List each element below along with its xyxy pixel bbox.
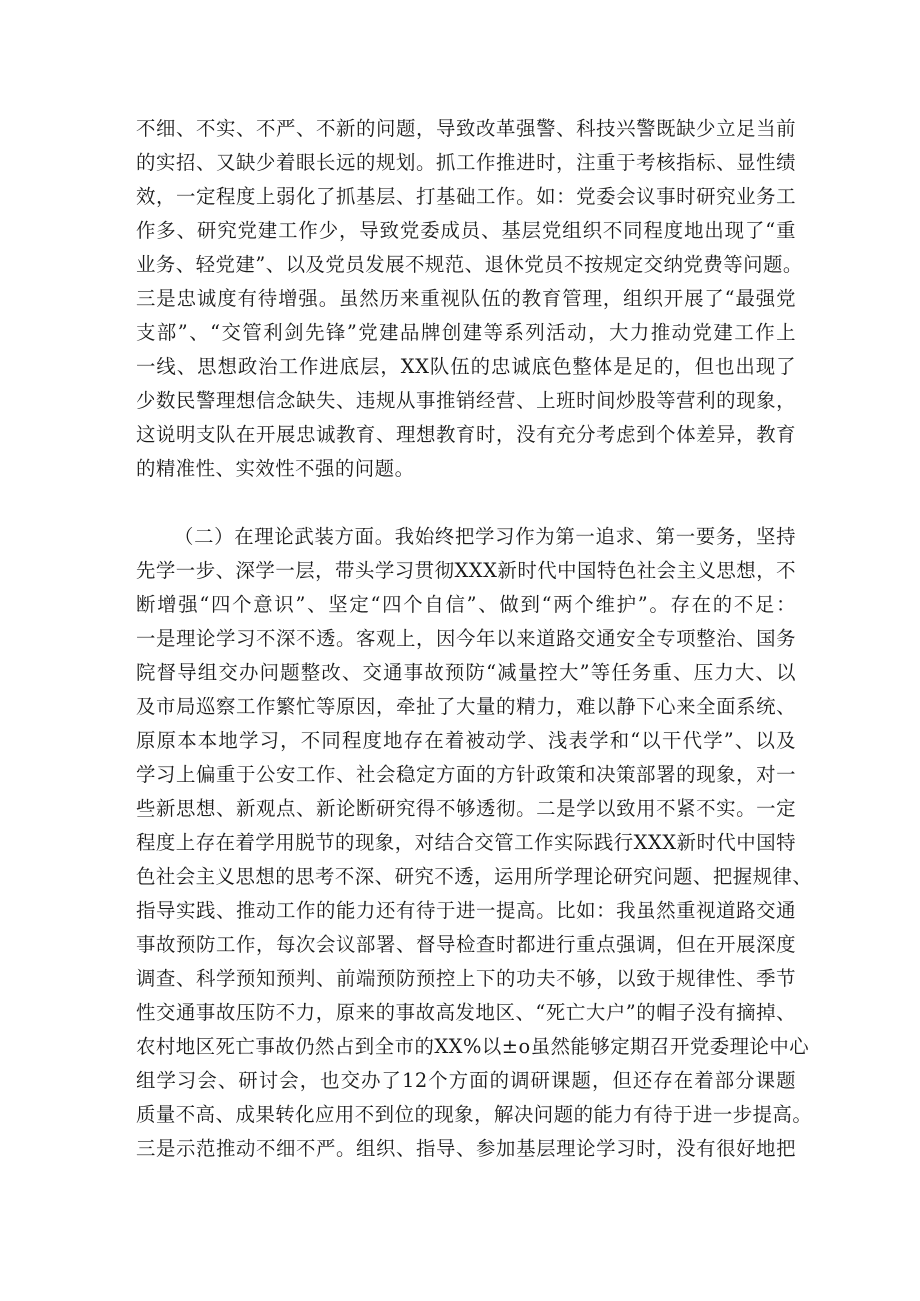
text-line: 业务、轻党建”、以及党员发展不规范、退休党员不按规定交纳党费等问题。 (136, 253, 803, 276)
text-line: 的精准性、实效性不强的问题。 (136, 457, 415, 480)
paragraph-loyalty (136, 112, 803, 486)
text-line-indented: （二）在理论武装方面。我始终把学习作为第一追求、第一要务，坚持 (174, 525, 796, 548)
text-line: 三是忠诚度有待增强。虽然历来重视队伍的教育管理，组织开展了“最强党 (136, 287, 796, 310)
text-line: 断增强“四个意识”、坚定“四个自信”、做到“两个维护”。存在的不足： (136, 593, 796, 616)
text-line: 学习上偏重于公安工作、社会稳定方面的方针政策和决策部署的现象，对一 (136, 763, 796, 786)
text-line: 程度上存在着学用脱节的现象，对结合交管工作实际践行XXX新时代中国特 (136, 831, 796, 854)
text-line: 性交通事故压防不力，原来的事故高发地区、“死亡大户”的帽子没有摘掉、 (136, 1001, 796, 1024)
text-line: 些新思想、新观点、新论断研究得不够透彻。二是学以致用不紧不实。一定 (136, 797, 796, 820)
text-line: 一线、思想政治工作进底层，XX队伍的忠诚底色整体是足的，但也出现了 (136, 355, 796, 378)
text-line: 少数民警理想信念缺失、违规从事推销经营、上班时间炒股等营利的现象， (136, 389, 796, 412)
text-line: 作多、研究党建工作少，导致党委成员、基层党组织不同程度地出现了“重 (136, 219, 796, 242)
text-line: 质量不高、成果转化应用不到位的现象，解决问题的能力有待于进一步提高。 (136, 1103, 813, 1126)
text-line: 这说明支队在开展忠诚教育、理想教育时，没有充分考虑到个体差异，教育 (136, 423, 796, 446)
text-line: 一是理论学习不深不透。客观上，因今年以来道路交通安全专项整治、国务 (136, 627, 796, 650)
text-line: 院督导组交办问题整改、交通事故预防“减量控大”等任务重、压力大、以 (136, 661, 796, 684)
text-line: 色社会主义思想的思考不深、研究不透，运用所学理论研究问题、把握规律、 (136, 865, 813, 888)
text-line: 先学一步、深学一层，带头学习贯彻XXX新时代中国特色社会主义思想，不 (136, 559, 796, 582)
text-line: 及市局巡察工作繁忙等原因，牵扯了大量的精力，难以静下心来全面系统、 (136, 695, 796, 718)
text-line: 调查、科学预知预判、前端预防预控上下的功夫不够，以致于规律性、季节 (136, 967, 796, 990)
paragraph-theory (136, 520, 813, 1166)
text-line: 的实招、又缺少着眼长远的规划。抓工作推进时，注重于考核指标、显性绩 (136, 151, 796, 174)
text-line: 三是示范推动不细不严。组织、指导、参加基层理论学习时，没有很好地把 (136, 1137, 796, 1160)
text-line: 事故预防工作，每次会议部署、督导检查时都进行重点强调，但在开展深度 (136, 933, 796, 956)
text-line: 组学习会、研讨会，也交办了12个方面的调研课题，但还存在着部分课题 (136, 1069, 796, 1092)
text-line: 原原本本地学习，不同程度地存在着被动学、浅表学和“以干代学”、以及 (136, 729, 796, 752)
text-line: 不细、不实、不严、不新的问题，导致改革强警、科技兴警既缺少立足当前 (136, 117, 796, 140)
text-line: 农村地区死亡事故仍然占到全市的XX%以±o虽然能够定期召开党委理论中心 (136, 1035, 810, 1058)
text-line: 支部”、“交管利剑先锋”党建品牌创建等系列活动，大力推动党建工作上 (136, 321, 796, 344)
text-line: 效，一定程度上弱化了抓基层、打基础工作。如：党委会议事时研究业务工 (136, 185, 796, 208)
text-line: 指导实践、推动工作的能力还有待于进一提高。比如：我虽然重视道路交通 (136, 899, 796, 922)
